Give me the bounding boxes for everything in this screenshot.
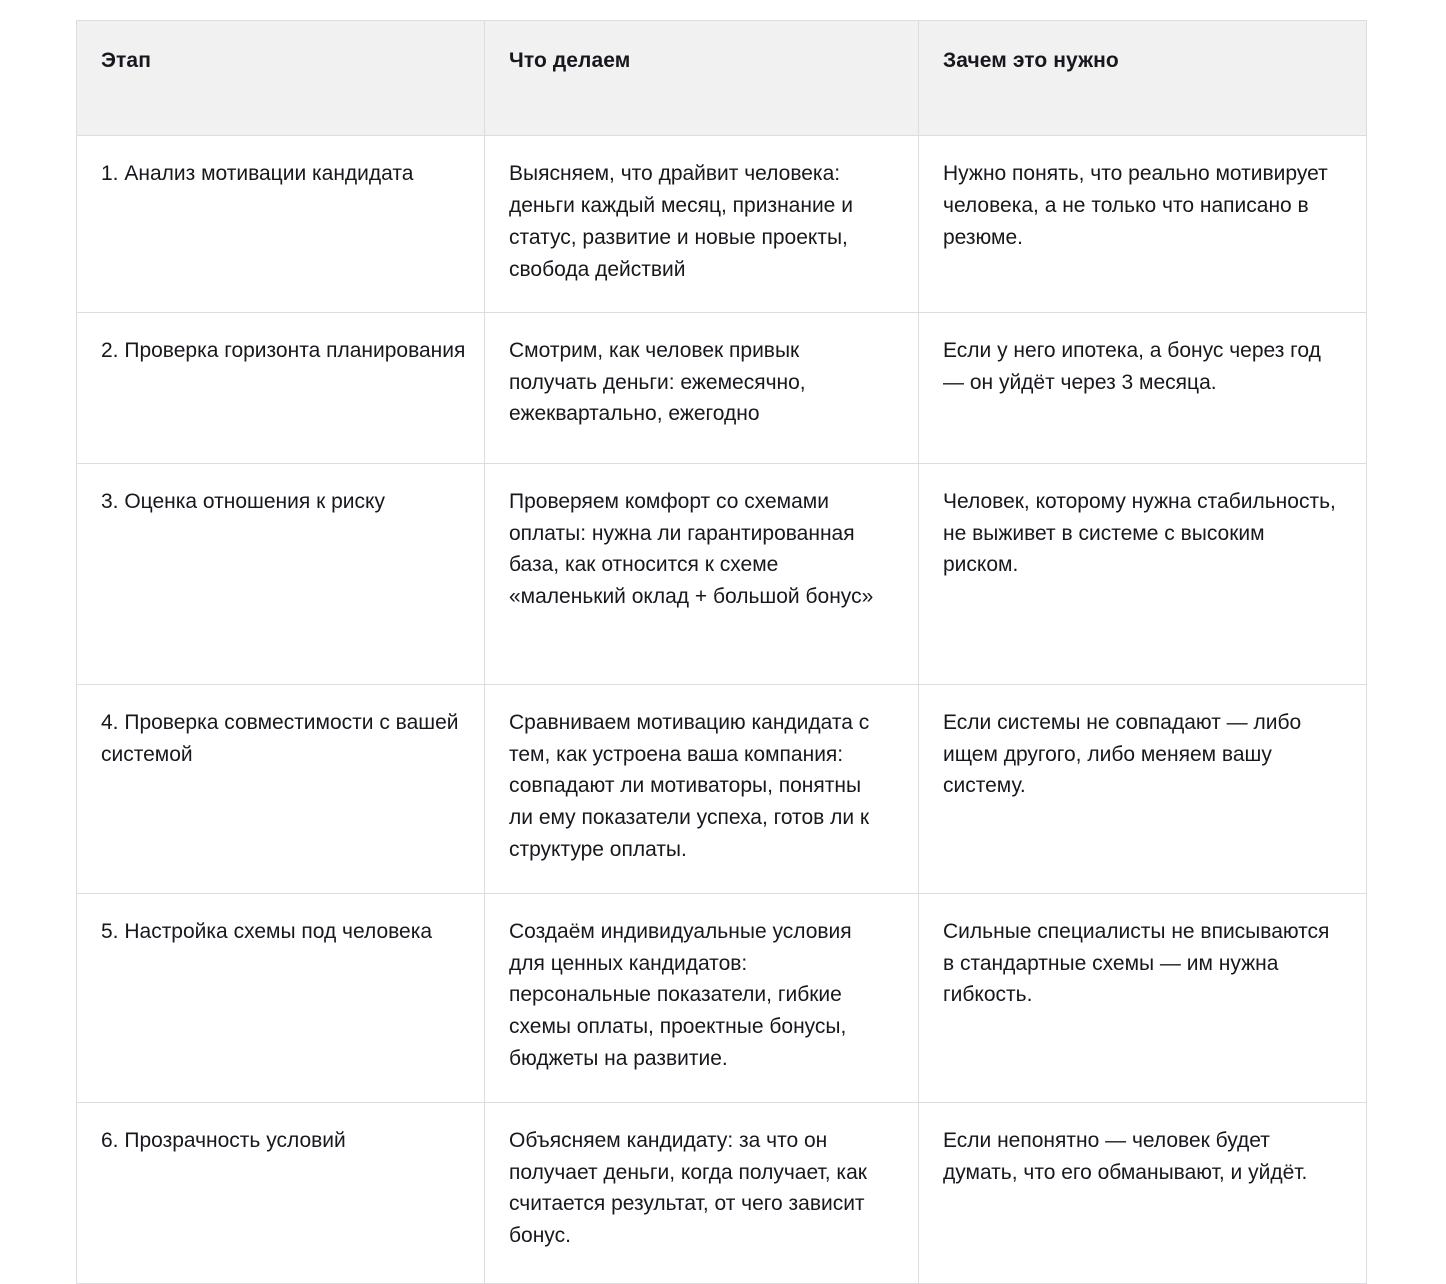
cell-stage: 5. Настройка схемы под человека xyxy=(77,893,485,1102)
cell-why: Если у него ипотека, а бонус через год — он уйдёт через 3 месяца. xyxy=(919,312,1367,463)
cell-action: Смотрим, как человек привык получать деньги: ежемесячно, ежеквартально, ежегодно xyxy=(485,312,919,463)
column-header-stage: Этап xyxy=(77,21,485,136)
table-row xyxy=(77,1102,1367,1283)
cell-why: Нужно понять, что реально мотивирует человека, а не только что написано в резюме. xyxy=(919,136,1367,313)
cell-stage: 2. Проверка горизонта планирования xyxy=(77,312,485,463)
cell-stage: 1. Анализ мотивации кандидата xyxy=(77,136,485,313)
cell-action: Сравниваем мотивацию кандидата с тем, как устроена ваша компания: совпадают ли мотиваторы, понятны ли ему показатели успеха, готов ли к структуре оплаты. xyxy=(485,684,919,893)
cell-stage: 3. Оценка отношения к риску xyxy=(77,463,485,684)
table-row xyxy=(77,312,1367,463)
column-header-action: Что делаем xyxy=(485,21,919,136)
table-header-row xyxy=(77,21,1367,136)
cell-action: Объясняем кандидату: за что он получает деньги, когда получает, как считается результат, от чего зависит бонус. xyxy=(485,1102,919,1283)
table-row xyxy=(77,463,1367,684)
table-row xyxy=(77,893,1367,1102)
table-row xyxy=(77,684,1367,893)
cell-action: Выясняем, что драйвит человека: деньги каждый месяц, признание и статус, развитие и новые проекты, свобода действий xyxy=(485,136,919,313)
cell-why: Если непонятно — человек будет думать, что его обманывают, и уйдёт. xyxy=(919,1102,1367,1283)
cell-stage: 6. Прозрачность условий xyxy=(77,1102,485,1283)
column-header-why: Зачем это нужно xyxy=(919,21,1367,136)
cell-why: Сильные специалисты не вписываются в стандартные схемы — им нужна гибкость. xyxy=(919,893,1367,1102)
cell-action: Создаём индивидуальные условия для ценных кандидатов: персональные показатели, гибкие схемы оплаты, проектные бонусы, бюджеты на развитие. xyxy=(485,893,919,1102)
cell-action: Проверяем комфорт со схемами оплаты: нужна ли гарантированная база, как относится к схеме «маленький оклад + большой бонус» xyxy=(485,463,919,684)
cell-why: Человек, которому нужна стабильность, не выживет в системе с высоким риском. xyxy=(919,463,1367,684)
cell-why: Если системы не совпадают — либо ищем другого, либо меняем вашу систему. xyxy=(919,684,1367,893)
table-body xyxy=(77,136,1367,1284)
motivation-stages-table xyxy=(76,20,1367,1284)
cell-stage: 4. Проверка совместимости с вашей системой xyxy=(77,684,485,893)
table-header xyxy=(77,21,1367,136)
table-row xyxy=(77,136,1367,313)
